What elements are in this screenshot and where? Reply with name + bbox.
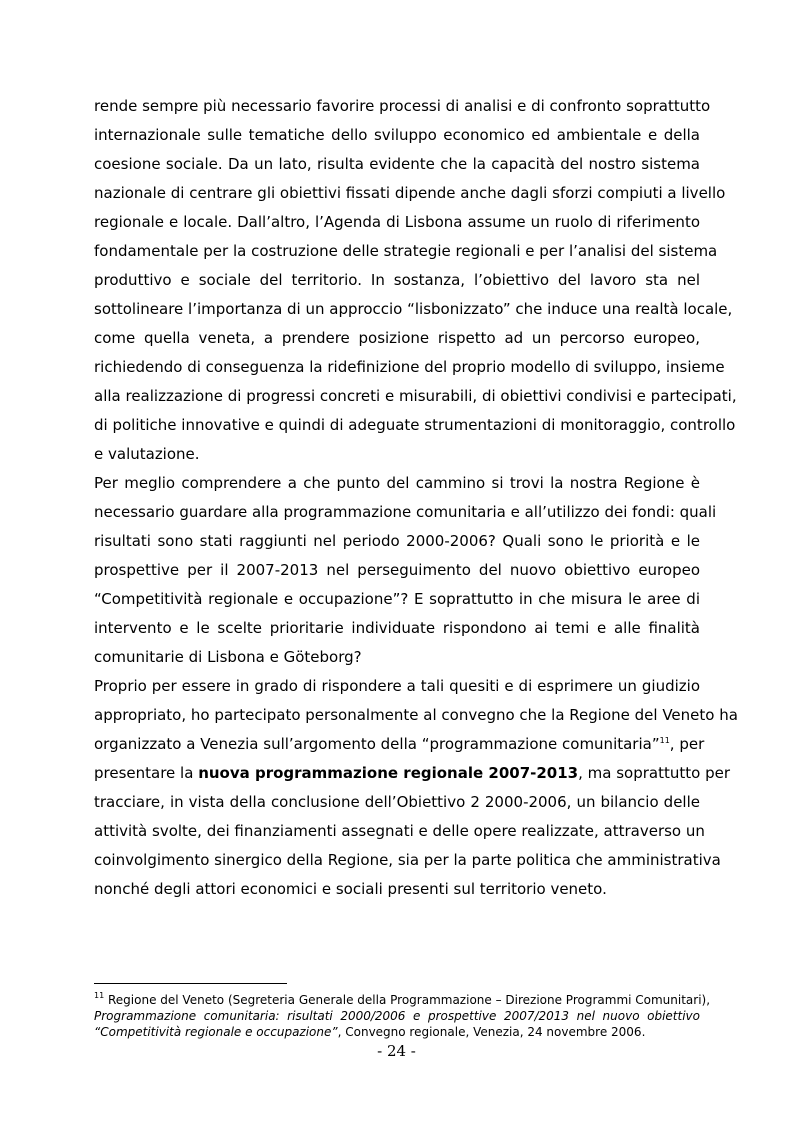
text-line: tracciare, in vista della conclusione dell’Obiettivo 2 2000-2006, un bilancio delle [94, 793, 700, 811]
text-line: nazionale di centrare gli obiettivi fissati dipende anche dagli sforzi compiuti a livello [94, 184, 726, 202]
footnote-reference[interactable]: 11 [659, 736, 670, 745]
text-line: Per meglio comprendere a che punto del cammino si trovi la nostra Regione è [94, 474, 700, 492]
text-line: Proprio per essere in grado di rispondere a tali quesiti e di esprimere un giudizio [94, 677, 700, 695]
page-number: - 24 - [377, 1042, 416, 1060]
text-line-content: organizzato a Venezia sull’argomento della “programmazione comunitaria” [94, 735, 660, 753]
text-line [94, 730, 705, 759]
footnote-separator [94, 983, 287, 984]
bold-emphasis: nuova programmazione regionale 2007-2013 [198, 764, 579, 782]
text-line-content: , per [669, 735, 705, 753]
text-line: intervento e le scelte prioritarie individuate rispondono ai temi e alle finalità [94, 619, 700, 637]
text-line: nonché degli attori economici e sociali presenti sul territorio veneto. [94, 880, 607, 898]
text-line: coinvolgimento sinergico della Regione, sia per la parte politica che amministrativa [94, 851, 721, 869]
text-line-content: , ma soprattutto per [578, 764, 730, 782]
text-line: attività svolte, dei finanziamenti assegnati e delle opere realizzate, attraverso un [94, 822, 705, 840]
text-line: appropriato, ho partecipato personalmente al convegno che la Regione del Veneto ha [94, 706, 738, 724]
text-line: prospettive per il 2007-2013 nel perseguimento del nuovo obiettivo europeo [94, 561, 700, 579]
footnote [94, 991, 711, 1040]
text-line: internazionale sulle tematiche dello sviluppo economico ed ambientale e della [94, 126, 700, 144]
footnote-number: 11 [94, 991, 105, 1000]
text-line: regionale e locale. Dall’altro, l’Agenda di Lisbona assume un ruolo di riferimento [94, 213, 700, 231]
footnote-line [94, 1024, 700, 1040]
footnote-title: Programmazione comunitaria: risultati 2000/2006 e prospettive 2007/2013 nel nuovo obiettivo [94, 1009, 700, 1023]
text-line: alla realizzazione di progressi concreti e misurabili, di obiettivi condivisi e partecipati, [94, 387, 737, 405]
footnote-line [94, 991, 711, 1008]
footnote-text: Regione del Veneto (Segreteria Generale della Programmazione – Direzione Programmi Comunitari), [104, 993, 711, 1007]
text-line: comunitarie di Lisbona e Göteborg? [94, 648, 362, 666]
text-line: sottolineare l’importanza di un approccio “lisbonizzato” che induce una realtà locale, [94, 300, 733, 318]
text-line: di politiche innovative e quindi di adeguate strumentazioni di monitoraggio, controllo [94, 416, 736, 434]
text-line: richiedendo di conseguenza la ridefinizione del proprio modello di sviluppo, insieme [94, 358, 725, 376]
footnote-line [94, 1008, 700, 1024]
text-line [94, 759, 730, 788]
text-line: coesione sociale. Da un lato, risulta evidente che la capacità del nostro sistema [94, 155, 700, 173]
text-line: fondamentale per la costruzione delle strategie regionali e per l’analisi del sistema [94, 242, 718, 260]
text-line-content: presentare la [94, 764, 199, 782]
text-line: produttivo e sociale del territorio. In sostanza, l’obiettivo del lavoro sta nel [94, 271, 700, 289]
text-line: come quella veneta, a prendere posizione rispetto ad un percorso europeo, [94, 329, 700, 347]
text-line: “Competitività regionale e occupazione”? E soprattutto in che misura le aree di [94, 590, 700, 608]
text-line: risultati sono stati raggiunti nel periodo 2000-2006? Quali sono le priorità e le [94, 532, 700, 550]
footnote-text: , Convegno regionale, Venezia, 24 novembre 2006. [337, 1025, 646, 1039]
body-text [94, 92, 738, 904]
text-line: e valutazione. [94, 445, 200, 463]
text-line: rende sempre più necessario favorire processi di analisi e di confronto soprattutto [94, 97, 711, 115]
text-line: necessario guardare alla programmazione comunitaria e all’utilizzo dei fondi: quali [94, 503, 717, 521]
footnote-title: “Competitività regionale e occupazione” [94, 1025, 338, 1039]
